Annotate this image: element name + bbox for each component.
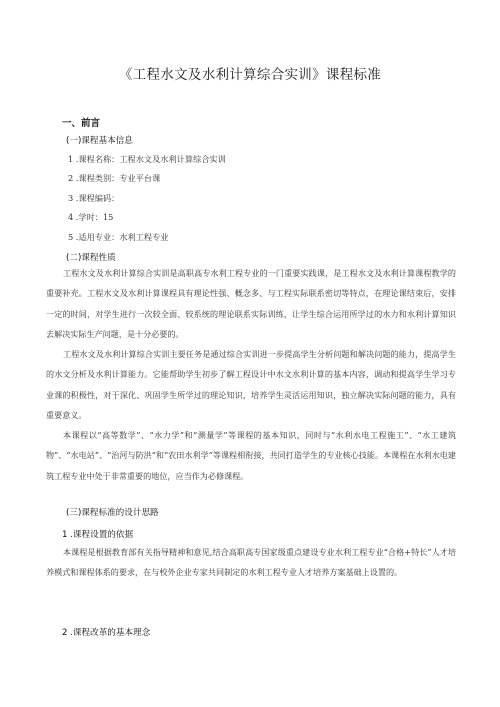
paragraph-nature-3: 本课程以“高等数学”、“水力学”和“测量学”等课程的基本知识，同时与“水利水电工程施工”、“水工建筑物”、“水电站”、“治河与防洪”和“农田水利学”等课程相衔接，共同打造学生的专业核心技能。本课程在水利水电建筑工程专业中处于非常重要的地位，应当作为必修课程。 (46, 430, 456, 481)
subheading-basic-info: (一)课程基本信息 (66, 136, 133, 146)
paragraph-nature-1: 工程水文及水利计算综合实训是高职高专水利工程专业的一门重要实践课，是工程水文及水利计算课程教学的重要补充。工程水文及水利计算课程具有理论性强、概念多、与工程实际联系密切等特点，在理论课结束后，安排一定的时间，对学生进行一次较全面、较系统的理论联系实际训练，让学生综合运用所学过的水力和水利计算知识去解决实际生产问题，是十分必要的。 (46, 268, 456, 339)
info-line-course-code: 3 .课程编码： (68, 193, 120, 203)
document-title: 《工程水文及水利计算综合实训》课程标准 (118, 67, 382, 83)
subheading-course-nature: (二)课程性质 (66, 253, 116, 263)
info-line-major: 5 .适用专业：水利工程专业 (68, 232, 169, 242)
subheading-design-ideas: (三)课程标准的设计思路 (66, 508, 159, 518)
info-line-hours: 4 .学时：15 (68, 212, 114, 222)
heading-reform-philosophy: 2 .课程改革的基本理念 (62, 628, 151, 638)
section-heading-preface: 一、前言 (62, 118, 101, 129)
paragraph-nature-2: 工程水文及水利计算综合实训主要任务是通过综合实训进一步提高学生分析问题和解决问题的能力，提高学生的水文分析及水利计算能力。它能帮助学生初步了解工程设计中水文水利计算的基本内容，调动和提高学生学习专业课的积极性，对于深化、巩固学生所学过的理论知识，培养学生灵活运用知识，独立解决实际问题的能力，具有重要意义。 (46, 349, 456, 420)
heading-course-basis: 1 .课程设置的依据 (62, 530, 134, 540)
paragraph-basis: 本课程是根据教育部有关指导精神和意见,结合高职高专国家级重点建设专业水利工程专业“合格+特长”人才培养模式和课程体系的要求，在与校外企业专家共同制定的水利工程专业人才培养方案基础上设置的。 (46, 547, 456, 578)
info-line-course-name: 1 .课程名称：工程水文及水利计算综合实训 (68, 154, 226, 164)
info-line-course-type: 2 .课程类别：专业平台课 (68, 173, 161, 183)
